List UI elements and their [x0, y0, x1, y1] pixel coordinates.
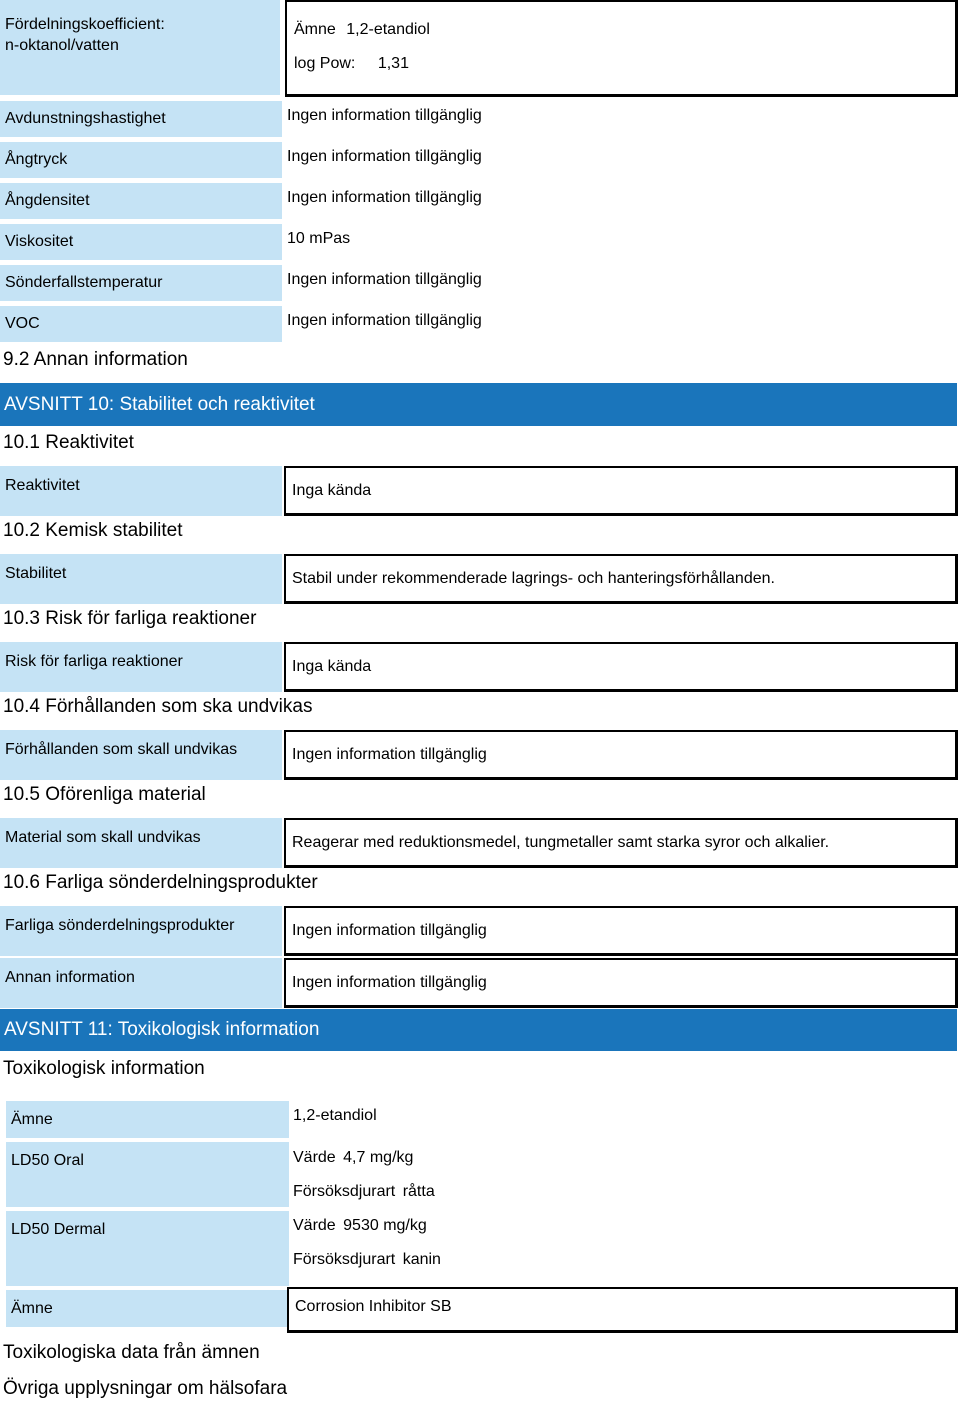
- property-label: [0, 101, 282, 137]
- property-label-text: VOC: [5, 315, 40, 332]
- incompatible-materials-value-box: [284, 818, 958, 868]
- other-info-value-box: [284, 958, 958, 1008]
- ld50-oral-label: [6, 1142, 289, 1207]
- property-value-text: Ingen information tillgänglig: [287, 107, 482, 124]
- section-9-2-title: 9.2 Annan information: [3, 349, 188, 370]
- stability-value: Stabil under rekommenderade lagrings- och hanteringsförhållanden.: [292, 569, 775, 587]
- stability-value-box: [284, 554, 958, 604]
- property-label: [0, 183, 282, 219]
- section-10-5-title: 10.5 Oförenliga material: [3, 784, 206, 805]
- section-10-banner: AVSNITT 10: Stabilitet och reaktivitet: [0, 383, 957, 426]
- incompatible-materials-label-text: Material som skall undvikas: [5, 829, 201, 846]
- decomposition-products-label: [0, 906, 282, 956]
- partition-label: [0, 0, 280, 95]
- other-info-label-text: Annan information: [5, 969, 135, 986]
- property-value-text: Ingen information tillgänglig: [287, 148, 482, 165]
- property-label: [0, 306, 282, 342]
- tox-substance2-value: Corrosion Inhibitor SB: [295, 1297, 452, 1315]
- tox-substance2-label: [6, 1290, 289, 1327]
- property-label: [0, 265, 282, 301]
- tox-data-title: Toxikologiska data från ämnen: [3, 1342, 260, 1363]
- property-value-text: 10 mPas: [287, 230, 351, 247]
- ld50-oral-species-row: [293, 1183, 435, 1201]
- conditions-value-box: [284, 730, 958, 780]
- tox-substance2-label-text: Ämne: [11, 1299, 53, 1317]
- other-health-info-title: Övriga upplysningar om hälsofara: [3, 1378, 288, 1399]
- property-label-text: Ångdensitet: [5, 192, 90, 209]
- decomposition-products-label-text: Farliga sönderdelningsprodukter: [5, 917, 235, 934]
- ld50-oral-value-row: [293, 1149, 413, 1167]
- substance-label: Ämne: [294, 21, 336, 38]
- ld50-dermal-value-label: Värde: [293, 1217, 336, 1234]
- conditions-value: Ingen information tillgänglig: [292, 745, 487, 763]
- reactivity-value-box: [284, 466, 958, 516]
- ld50-dermal-label-text: LD50 Dermal: [11, 1221, 106, 1238]
- ld50-dermal-value-row: [293, 1217, 427, 1235]
- ld50-oral-species: råtta: [402, 1183, 435, 1200]
- property-label-text: Viskositet: [5, 233, 74, 250]
- toxicological-info-title: Toxikologisk information: [3, 1058, 205, 1079]
- property-label: [0, 224, 282, 260]
- property-value: [282, 96, 482, 136]
- other-info-value: Ingen information tillgänglig: [292, 973, 487, 991]
- partition-label-line1: Fördelningskoefficient:: [5, 16, 165, 33]
- decomposition-products-value: Ingen information tillgänglig: [292, 921, 487, 939]
- property-value-text: Ingen information tillgänglig: [287, 189, 482, 206]
- logpow-value: 1,31: [377, 55, 409, 72]
- tox-substance-label: [6, 1101, 289, 1138]
- ld50-oral-label-text: LD50 Oral: [11, 1152, 84, 1169]
- hazardous-reactions-value: Inga kända: [292, 657, 372, 675]
- tox-substance2-value-box: [287, 1287, 958, 1333]
- incompatible-materials-value: Reagerar med reduktionsmedel, tungmetaller samt starka syror och alkalier.: [292, 833, 830, 851]
- tox-substance-label-text: Ämne: [11, 1110, 53, 1128]
- hazardous-reactions-value-box: [284, 642, 958, 692]
- hazardous-reactions-label-text: Risk för farliga reaktioner: [5, 653, 183, 670]
- section-10-6-title: 10.6 Farliga sönderdelningsprodukter: [3, 872, 318, 893]
- tox-substance-value: 1,2-etandiol: [293, 1107, 377, 1124]
- property-label-text: Ångtryck: [5, 151, 68, 168]
- reactivity-label-text: Reaktivitet: [5, 477, 80, 494]
- substance-value: 1,2-etandiol: [346, 21, 430, 38]
- ld50-oral-species-label: Försöksdjurart: [293, 1183, 396, 1200]
- section-11-banner: AVSNITT 11: Toxikologisk information: [0, 1009, 957, 1051]
- stability-label-text: Stabilitet: [5, 565, 67, 582]
- decomposition-products-value-box: [284, 906, 958, 956]
- ld50-dermal-value: 9530 mg/kg: [343, 1217, 427, 1234]
- property-value: [282, 301, 482, 341]
- hazardous-reactions-label: [0, 642, 282, 692]
- ld50-dermal-label: [6, 1211, 289, 1286]
- property-value: [282, 260, 482, 300]
- other-info-label: [0, 958, 282, 1008]
- property-value-text: Ingen information tillgänglig: [287, 312, 482, 329]
- ld50-oral-value-label: Värde: [293, 1149, 336, 1166]
- ld50-dermal-species-label: Försöksdjurart: [293, 1251, 396, 1268]
- partition-substance: [294, 21, 430, 39]
- section-10-3-title: 10.3 Risk för farliga reaktioner: [3, 608, 257, 629]
- property-label-text: Sönderfallstemperatur: [5, 274, 163, 291]
- logpow-label: log Pow:: [294, 55, 356, 72]
- reactivity-label: [0, 466, 282, 516]
- ld50-oral-value: 4,7 mg/kg: [343, 1149, 414, 1166]
- section-10-2-title: 10.2 Kemisk stabilitet: [3, 520, 183, 541]
- partition-label-line2: n-oktanol/vatten: [5, 37, 119, 54]
- property-value: [282, 178, 482, 218]
- partition-value-box: [285, 0, 958, 97]
- property-value-text: Ingen information tillgänglig: [287, 271, 482, 288]
- incompatible-materials-label: [0, 818, 282, 868]
- section-10-1-title: 10.1 Reaktivitet: [3, 432, 134, 453]
- conditions-label-text: Förhållanden som skall undvikas: [5, 741, 238, 758]
- property-label: [0, 142, 282, 178]
- property-label-text: Avdunstningshastighet: [5, 110, 166, 127]
- stability-label: [0, 554, 282, 604]
- property-value: [282, 137, 482, 177]
- reactivity-value: Inga kända: [292, 481, 372, 499]
- ld50-dermal-species: kanin: [402, 1251, 441, 1268]
- conditions-label: [0, 730, 282, 780]
- property-value: [282, 219, 350, 259]
- ld50-dermal-species-row: [293, 1251, 441, 1269]
- section-10-4-title: 10.4 Förhållanden som ska undvikas: [3, 696, 313, 717]
- partition-logpow: [294, 55, 409, 73]
